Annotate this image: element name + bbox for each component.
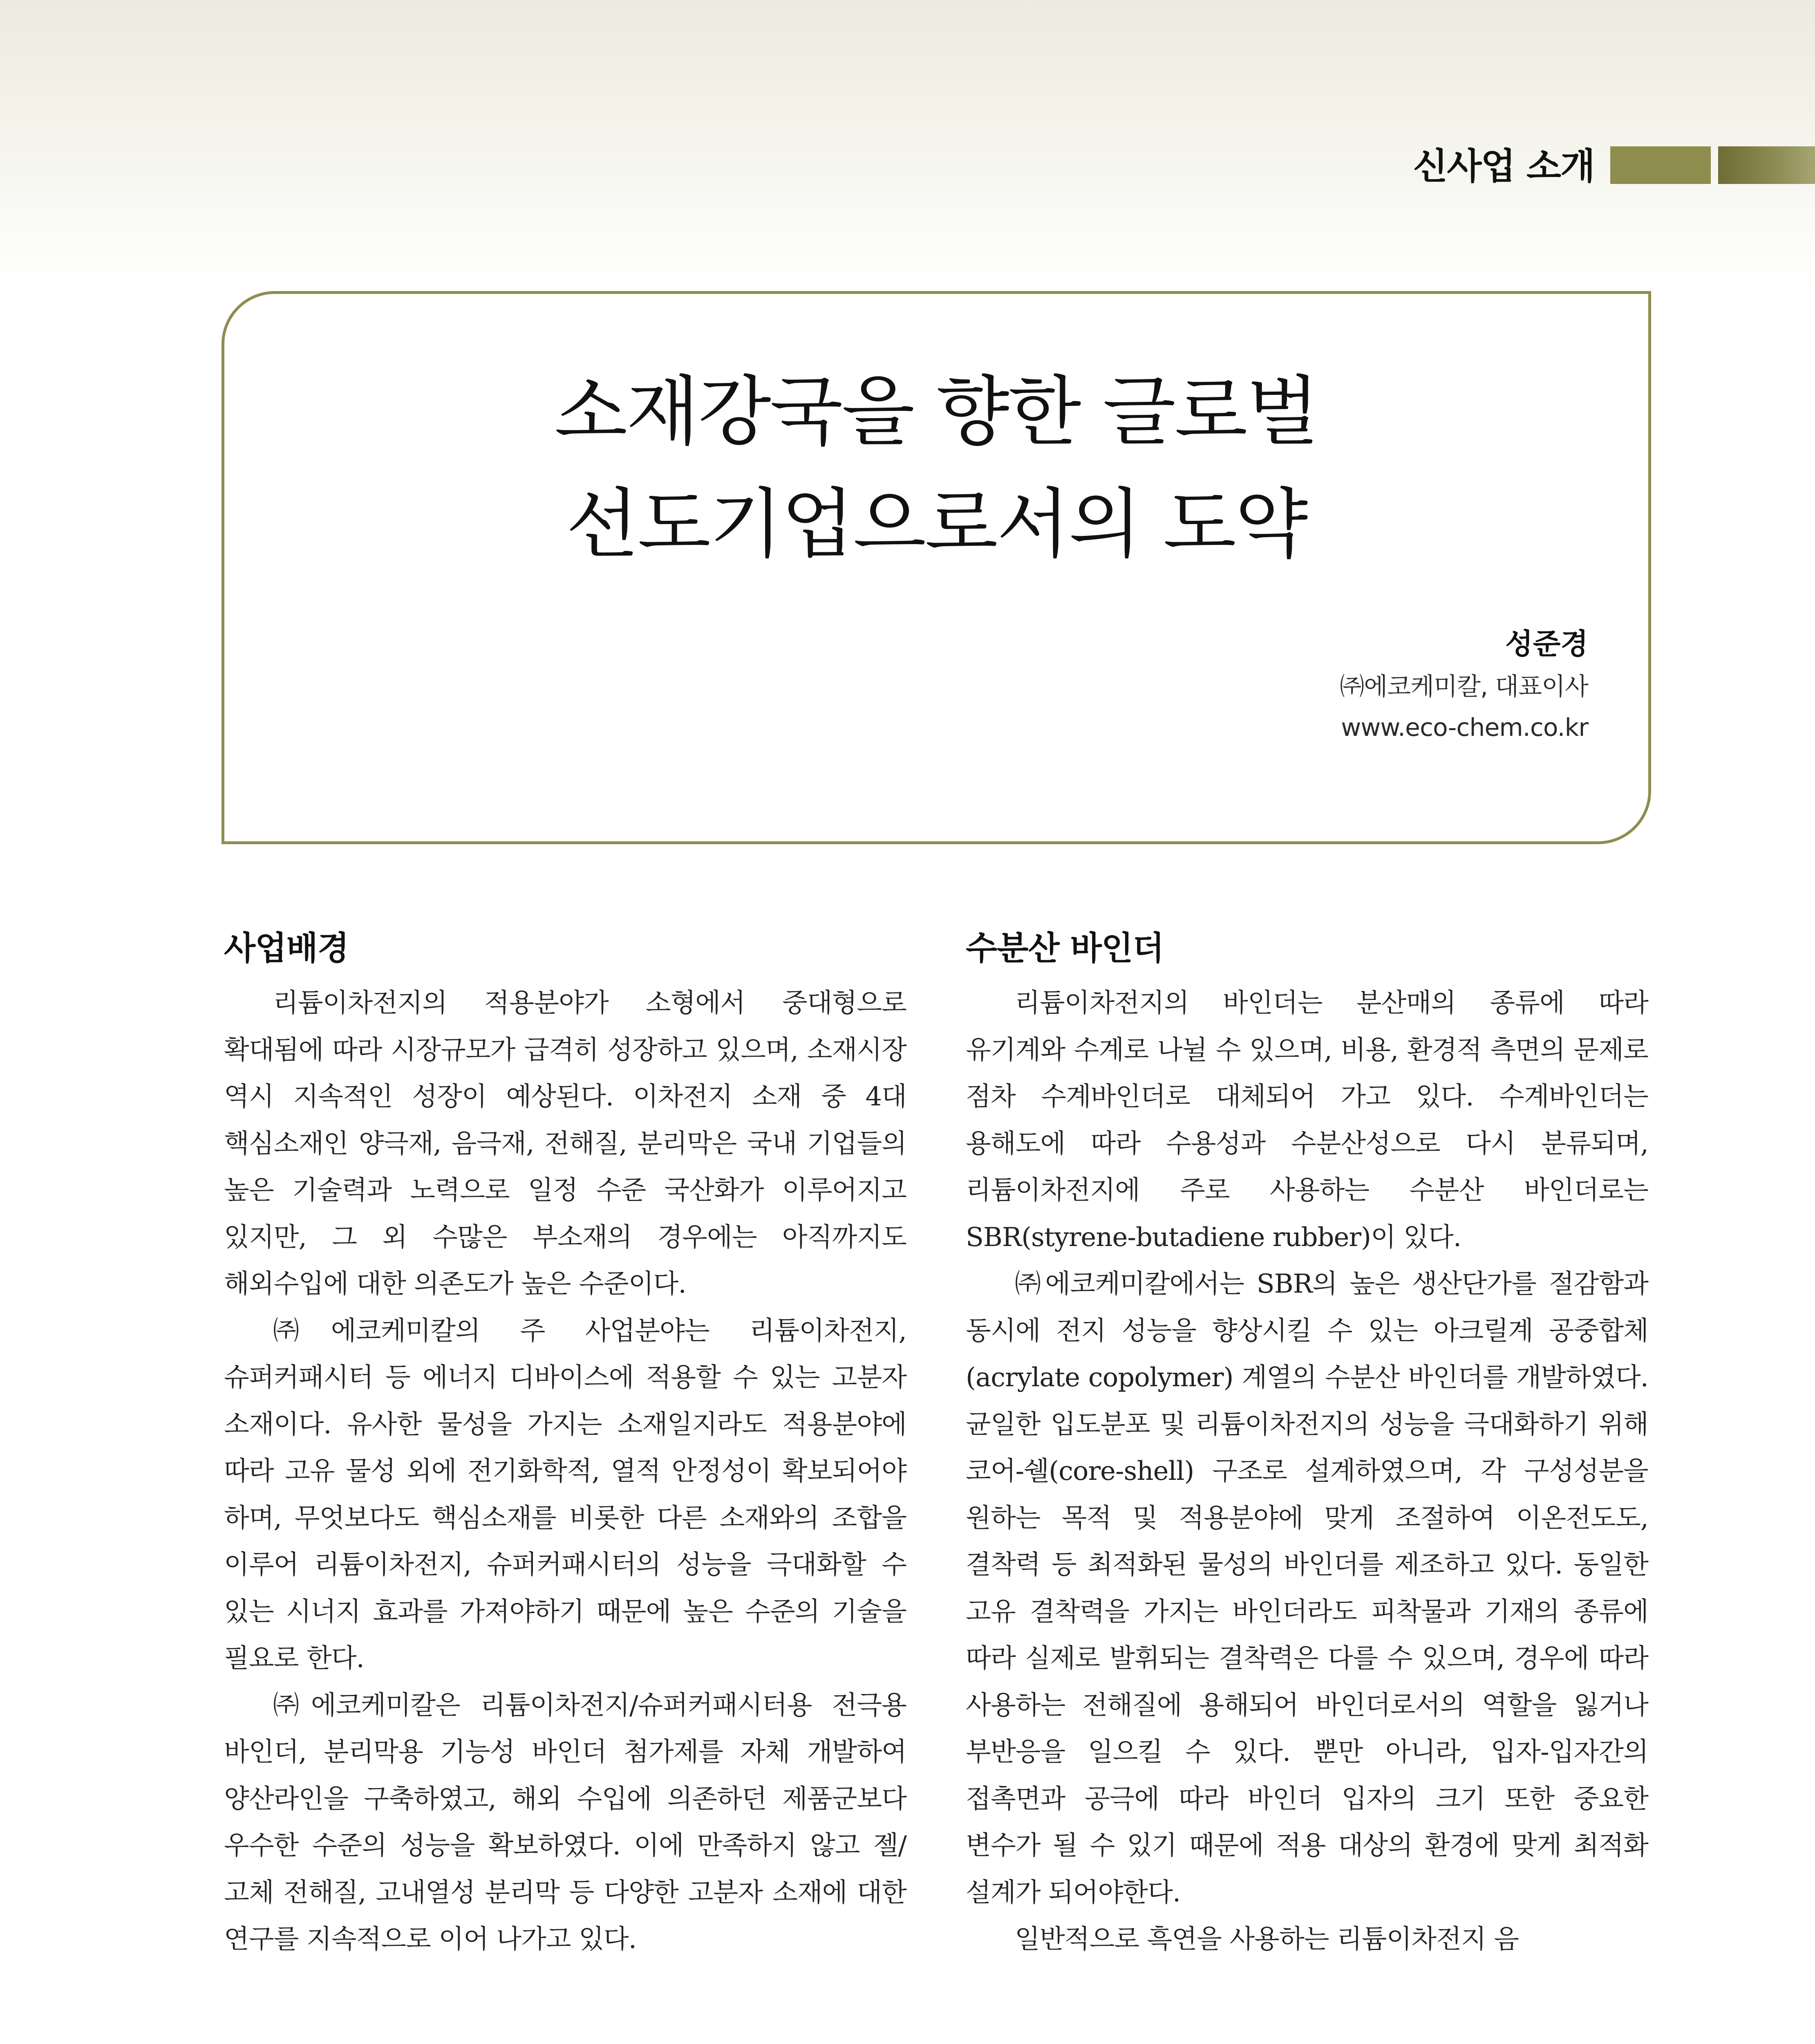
section-heading-binder: 수분산 바인더 — [966, 929, 1164, 967]
left-column — [224, 926, 906, 1963]
section-tag-label: 신사업 소개 — [1413, 145, 1594, 187]
paragraph: ㈜에코케미칼에서는 SBR의 높은 생산단가를 절감함과 동시에 전지 성능을 향상시킬 수 있는 아크릴계 공중합체(acrylate copolymer) 계열의 수분산 바인더를 개발하였다. 균일한 입도분포 및 리튬이차전지의 성능을 극대화하기 위해 코어-쉘(core-shell) 구조로 설계하였으며, 각 구성성분을 원하는 목적 및 적용분야에 맞게 조절하여 이온전도도, 결착력 등 최적화된 물성의 바인더를 제조하고 있다. 동일한 고유 결착력을 가지는 바인더라도 피착물과 기재의 종류에 따라 실제로 발휘되는 결착력은 다를 수 있으며, 경우에 따라 사용하는 전해질에 용해되어 바인더로서의 역할을 잃거나 부반응을 일으킬 수 있다. 뿐만 아니라, 입자-입자간의 접촉면과 공극에 따라 바인더 입자의 크기 또한 중요한 변수가 될 수 있기 때문에 적용 대상의 환경에 맞게 최적화 설계가 되어야한다. — [966, 1269, 1648, 1908]
paragraph: ㈜에코케미칼의 주 사업분야는 리튬이차전지, 슈퍼커패시터 등 에너지 디바이스에 적용할 수 있는 고분자 소재이다. 유사한 물성을 가지는 소재일지라도 적용분야에 따라 고유 물성 외에 전기화학적, 열적 안정성이 확보되어야 하며, 무엇보다도 핵심소재를 비롯한 다른 소재와의 조합을 이루어 리튬이차전지, 슈퍼커패시터의 성능을 극대화할 수 있는 시너지 효과를 가져야하기 때문에 높은 수준의 기술을 필요로 한다. — [224, 1316, 906, 1674]
right-column — [966, 926, 1648, 1963]
author-block — [1340, 621, 1588, 748]
title-line-1: 소재강국을 향한 글로벌 — [554, 368, 1318, 456]
section-tag-bar — [1610, 146, 1711, 184]
section-tag-bar-gradient — [1718, 146, 1815, 184]
author-name: 성준경 — [1505, 627, 1588, 661]
title-line-2: 선도기업으로서의 도약 — [566, 480, 1307, 568]
paragraph: 리튬이차전지의 적용분야가 소형에서 중대형으로 확대됨에 따라 시장규모가 급격히 성장하고 있으며, 소재시장 역시 지속적인 성장이 예상된다. 이차전지 소재 중 4대 핵심소재인 양극재, 음극재, 전해질, 분리막은 국내 기업들의 높은 기술력과 노력으로 일정 수준 국산화가 이루어지고 있지만, 그 외 수많은 부소재의 경우에는 아직까지도 해외수입에 대한 의존도가 높은 수준이다. — [224, 988, 906, 1299]
paragraph: ㈜에코케미칼은 리튬이차전지/슈퍼커패시터용 전극용 바인더, 분리막용 기능성 바인더 첨가제를 자체 개발하여 양산라인을 구축하였고, 해외 수입에 의존하던 제품군보다 우수한 수준의 성능을 확보하였다. 이에 만족하지 않고 젤/고체 전해질, 고내열성 분리막 등 다양한 고분자 소재에 대한 연구를 지속적으로 이어 나가고 있다. — [224, 1690, 906, 1954]
paragraph: 일반적으로 흑연을 사용하는 리튬이차전지 음 — [1015, 1924, 1519, 1954]
paragraph: 리튬이차전지의 바인더는 분산매의 종류에 따라 유기계와 수계로 나뉠 수 있으며, 비용, 환경적 측면의 문제로 점차 수계바인더로 대체되어 가고 있다. 수계바인더는 용해도에 따라 수용성과 수분산성으로 다시 분류되며, 리튬이차전지에 주로 사용하는 수분산 바인더로는 SBR(styrene-butadiene rubber)이 있다. — [966, 988, 1648, 1253]
author-affiliation: ㈜에코케미칼, 대표이사 — [1340, 672, 1588, 701]
article-title — [222, 356, 1651, 580]
author-url[interactable]: www.eco-chem.co.kr — [1341, 713, 1588, 742]
section-heading-background: 사업배경 — [224, 929, 349, 967]
section-tag — [1413, 137, 1594, 190]
